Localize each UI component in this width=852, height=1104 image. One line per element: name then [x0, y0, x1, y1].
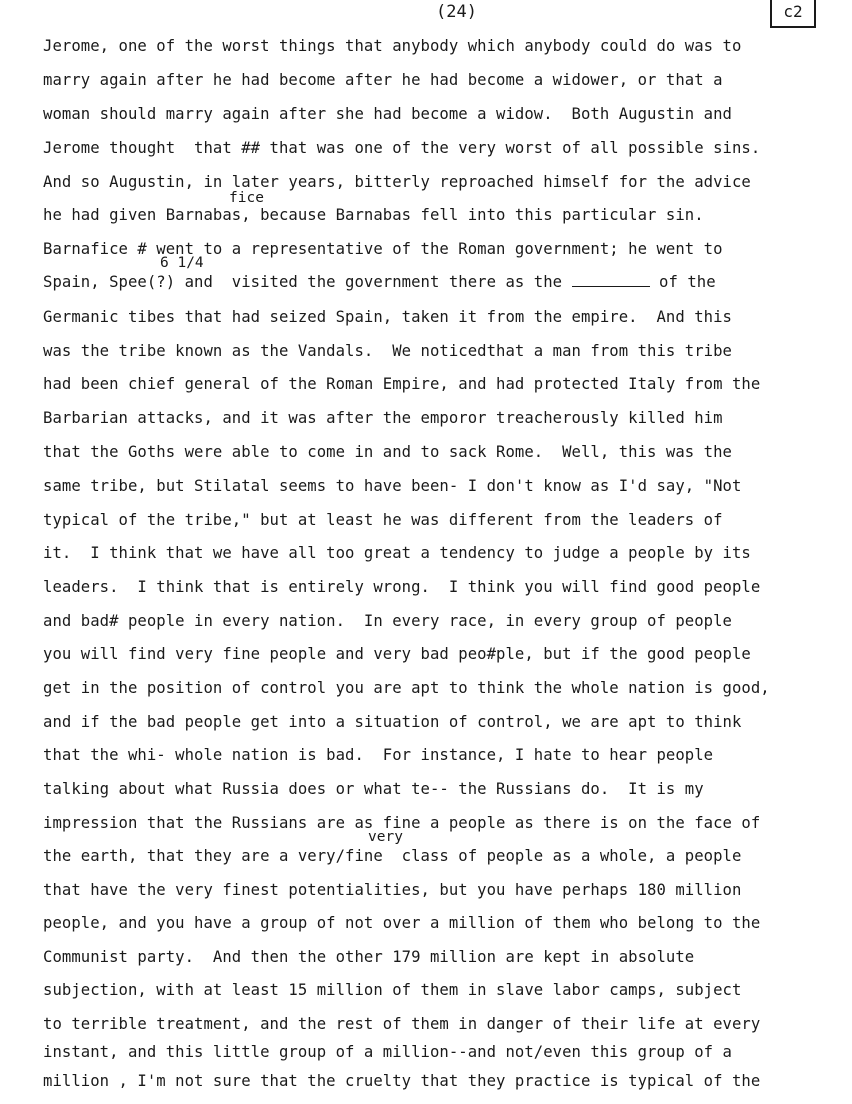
interlinear-note-fice: fice	[229, 190, 264, 206]
text-line: that the whi- whole nation is bad. For instance, I hate to hear people	[43, 746, 714, 764]
text-line: was the tribe known as the Vandals. We noticedthat a man from this tribe	[43, 342, 732, 360]
text-line: it. I think that we have all too great a tendency to judge a people by its	[43, 544, 751, 562]
text-line: Germanic tibes that had seized Spain, taken it from the empire. And this	[43, 308, 732, 326]
text-line: and bad# people in every nation. In every race, in every group of people	[43, 612, 732, 630]
text-line: the earth, that they are a very/fine class of people as a whole, a people	[43, 847, 742, 865]
text-line: people, and you have a group of not over a million of them who belong to the	[43, 914, 761, 932]
text-line-with-blank	[43, 273, 716, 291]
text-line-segment: Spain, Spee(?) and visited the government there as the	[43, 273, 563, 291]
text-line: million , I'm not sure that the cruelty that they practice is typical of the	[43, 1072, 761, 1090]
text-line: typical of the tribe," but at least he was different from the leaders of	[43, 511, 723, 529]
text-line: Barnafice # went to a representative of the Roman government; he went to	[43, 240, 723, 258]
interlinear-note-fraction: 6 1/4	[160, 255, 204, 271]
text-line: Communist party. And then the other 179 million are kept in absolute	[43, 948, 695, 966]
text-line: Jerome thought that ## that was one of the very worst of all possible sins.	[43, 139, 761, 157]
text-line: he had given Barnabas, because Barnabas fell into this particular sin.	[43, 206, 704, 224]
text-line: leaders. I think that is entirely wrong. I think you will find good people	[43, 578, 761, 596]
text-line: you will find very fine people and very bad peo#ple, but if the good people	[43, 645, 751, 663]
blank-underline	[572, 276, 650, 287]
text-line: same tribe, but Stilatal seems to have been- I don't know as I'd say, "Not	[43, 477, 742, 495]
text-line-segment: of the	[659, 273, 716, 291]
text-line: marry again after he had become after he had become a widower, or that a	[43, 71, 723, 89]
text-line: woman should marry again after she had become a widow. Both Augustin and	[43, 105, 732, 123]
interlinear-note-very: very	[368, 829, 403, 845]
page-number: (24)	[436, 2, 477, 22]
text-line: had been chief general of the Roman Empire, and had protected Italy from the	[43, 375, 761, 393]
text-line: and if the bad people get into a situation of control, we are apt to think	[43, 713, 742, 731]
text-line: talking about what Russia does or what te-- the Russians do. It is my	[43, 780, 704, 798]
text-line: Barbarian attacks, and it was after the emporor treacherously killed him	[43, 409, 723, 427]
text-line: subjection, with at least 15 million of them in slave labor camps, subject	[43, 981, 742, 999]
text-line: instant, and this little group of a million--and not/even this group of a	[43, 1043, 732, 1061]
text-line: Jerome, one of the worst things that anybody which anybody could do was to	[43, 37, 742, 55]
text-line: that have the very finest potentialities, but you have perhaps 180 million	[43, 881, 742, 899]
text-line: And so Augustin, in later years, bitterly reproached himself for the advice	[43, 173, 751, 191]
text-line: to terrible treatment, and the rest of them in danger of their life at every	[43, 1015, 761, 1033]
text-line: that the Goths were able to come in and to sack Rome. Well, this was the	[43, 443, 732, 461]
text-line: get in the position of control you are apt to think the whole nation is good,	[43, 679, 770, 697]
corner-mark: c2	[770, 0, 816, 28]
text-line: impression that the Russians are as fine a people as there is on the face of	[43, 814, 761, 832]
